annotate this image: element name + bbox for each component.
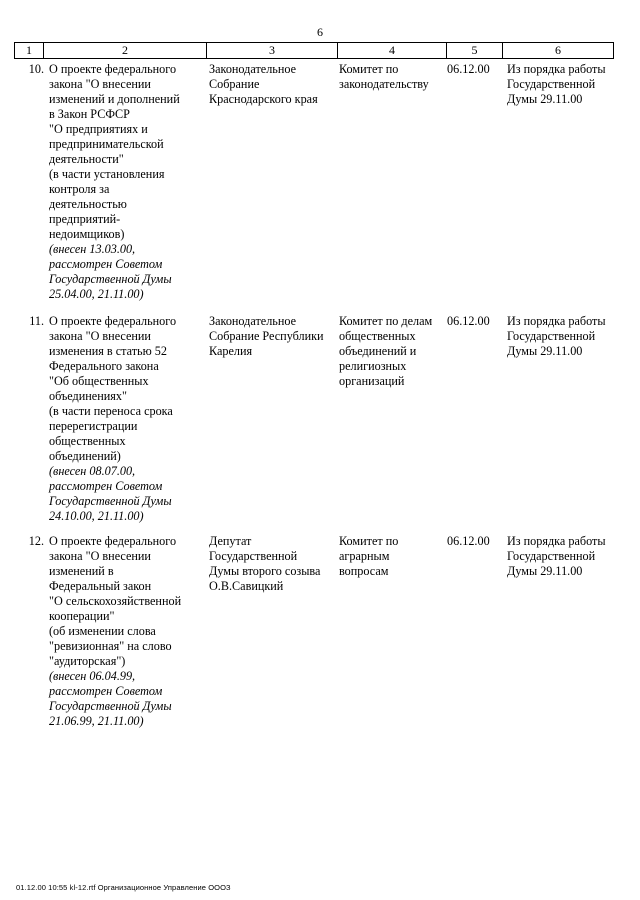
header-col-4: 4: [337, 43, 446, 58]
bill-title-line: объединений): [49, 449, 121, 463]
row-number: 12.: [28, 534, 44, 548]
initiator-line: Государственной: [209, 549, 298, 563]
table-row: [14, 534, 612, 729]
committee-line: Комитет по делам: [339, 314, 433, 328]
page-number: 6: [317, 25, 323, 39]
bill-title-line: контроля за: [49, 182, 110, 196]
status-line: Государственной: [507, 77, 596, 91]
bill-title-line: предприятий-: [49, 212, 121, 226]
committee-line: организаций: [339, 374, 405, 388]
bill-title-line: общественных: [49, 434, 126, 448]
status-cell: [503, 62, 612, 302]
committee-cell: [337, 534, 447, 729]
bill-note-line: Государственной Думы: [49, 272, 172, 286]
table-header: [14, 42, 614, 59]
header-col-3: 3: [206, 43, 337, 58]
bill-title-line: перерегистрации: [49, 419, 138, 433]
page-footer: 01.12.00 10:55 kl-12.rtf Организационное Управление ОООЗ: [16, 883, 231, 892]
bill-title-line: (в части переноса срока: [49, 404, 173, 418]
committee-line: религиозных: [339, 359, 407, 373]
bill-note-line: (внесен 13.03.00,: [49, 242, 136, 256]
header-col-1: 1: [26, 43, 32, 57]
initiator-cell: [207, 314, 337, 524]
header-col-6: 6: [502, 43, 613, 58]
status-line: Думы 29.11.00: [507, 92, 583, 106]
bill-title-line: деятельностью: [49, 197, 127, 211]
date-cell: 06.12.00: [447, 534, 490, 548]
bill-note-line: Государственной Думы: [49, 494, 172, 508]
committee-line: вопросам: [339, 564, 389, 578]
table-row: [14, 62, 612, 302]
bill-title-line: "ревизионная" на слово: [49, 639, 172, 653]
status-line: Думы 29.11.00: [507, 344, 583, 358]
bill-note-line: Государственной Думы: [49, 699, 172, 713]
bill-title-line: О проекте федерального: [49, 534, 177, 548]
committee-line: Комитет по: [339, 62, 399, 76]
bill-title-line: изменений в: [49, 564, 114, 578]
bill-title-line: недоимщиков): [49, 227, 125, 241]
initiator-line: Думы второго созыва: [209, 564, 321, 578]
status-cell: [503, 534, 612, 729]
table-row: [14, 314, 612, 524]
date-cell: 06.12.00: [447, 314, 490, 328]
bill-title-line: объединениях": [49, 389, 127, 403]
bill-title-line: деятельности": [49, 152, 124, 166]
initiator-line: О.В.Савицкий: [209, 579, 284, 593]
initiator-line: Собрание Республики: [209, 329, 324, 343]
bill-title-line: "О предприятиях и: [49, 122, 148, 136]
date-cell: 06.12.00: [447, 62, 490, 76]
row-number: 10.: [28, 62, 44, 76]
bill-title-cell: [47, 62, 207, 302]
committee-line: общественных: [339, 329, 416, 343]
bill-title-line: (об изменении слова: [49, 624, 156, 638]
initiator-line: Карелия: [209, 344, 253, 358]
status-line: Из порядка работы: [507, 314, 606, 328]
bill-note-line: рассмотрен Советом: [49, 684, 163, 698]
bill-note-line: 24.10.00, 21.11.00): [49, 509, 144, 523]
initiator-line: Собрание: [209, 77, 260, 91]
initiator-line: Краснодарского края: [209, 92, 318, 106]
bill-title-line: закона "О внесении: [49, 77, 151, 91]
status-line: Думы 29.11.00: [507, 564, 583, 578]
bill-title-line: "О сельскохозяйственной: [49, 594, 182, 608]
bill-note-line: рассмотрен Советом: [49, 479, 163, 493]
committee-line: аграрным: [339, 549, 390, 563]
bill-note-line: (внесен 08.07.00,: [49, 464, 136, 478]
status-line: Из порядка работы: [507, 62, 606, 76]
initiator-cell: [207, 534, 337, 729]
status-line: Государственной: [507, 329, 596, 343]
header-col-5: 5: [446, 43, 502, 58]
bill-title-line: О проекте федерального: [49, 314, 177, 328]
bill-note-line: 25.04.00, 21.11.00): [49, 287, 144, 301]
bill-title-line: "аудиторская"): [49, 654, 126, 668]
bill-title-line: "Об общественных: [49, 374, 149, 388]
committee-cell: [337, 62, 447, 302]
initiator-cell: [207, 62, 337, 302]
bill-title-cell: [47, 534, 207, 729]
initiator-line: Законодательное: [209, 62, 297, 76]
bill-title-line: в Закон РСФСР: [49, 107, 130, 121]
row-number: 11.: [29, 314, 44, 328]
bill-title-line: Федеральный закон: [49, 579, 152, 593]
bill-title-line: закона "О внесении: [49, 549, 151, 563]
committee-line: объединений и: [339, 344, 417, 358]
committee-cell: [337, 314, 447, 524]
bill-note-line: (внесен 06.04.99,: [49, 669, 136, 683]
initiator-line: Депутат: [209, 534, 252, 548]
header-col-2: 2: [43, 43, 206, 58]
bill-title-line: Федерального закона: [49, 359, 159, 373]
committee-line: Комитет по: [339, 534, 399, 548]
status-line: Из порядка работы: [507, 534, 606, 548]
bill-note-line: рассмотрен Советом: [49, 257, 163, 271]
bill-title-line: кооперации": [49, 609, 115, 623]
status-cell: [503, 314, 612, 524]
status-line: Государственной: [507, 549, 596, 563]
bill-title-line: закона "О внесении: [49, 329, 151, 343]
bill-title-cell: [47, 314, 207, 524]
committee-line: законодательству: [339, 77, 429, 91]
initiator-line: Законодательное: [209, 314, 297, 328]
bill-title-line: изменения в статью 52: [49, 344, 167, 358]
bill-title-line: предпринимательской: [49, 137, 164, 151]
bill-title-line: (в части установления: [49, 167, 165, 181]
bill-title-line: О проекте федерального: [49, 62, 177, 76]
bill-title-line: изменений и дополнений: [49, 92, 180, 106]
bill-note-line: 21.06.99, 21.11.00): [49, 714, 144, 728]
